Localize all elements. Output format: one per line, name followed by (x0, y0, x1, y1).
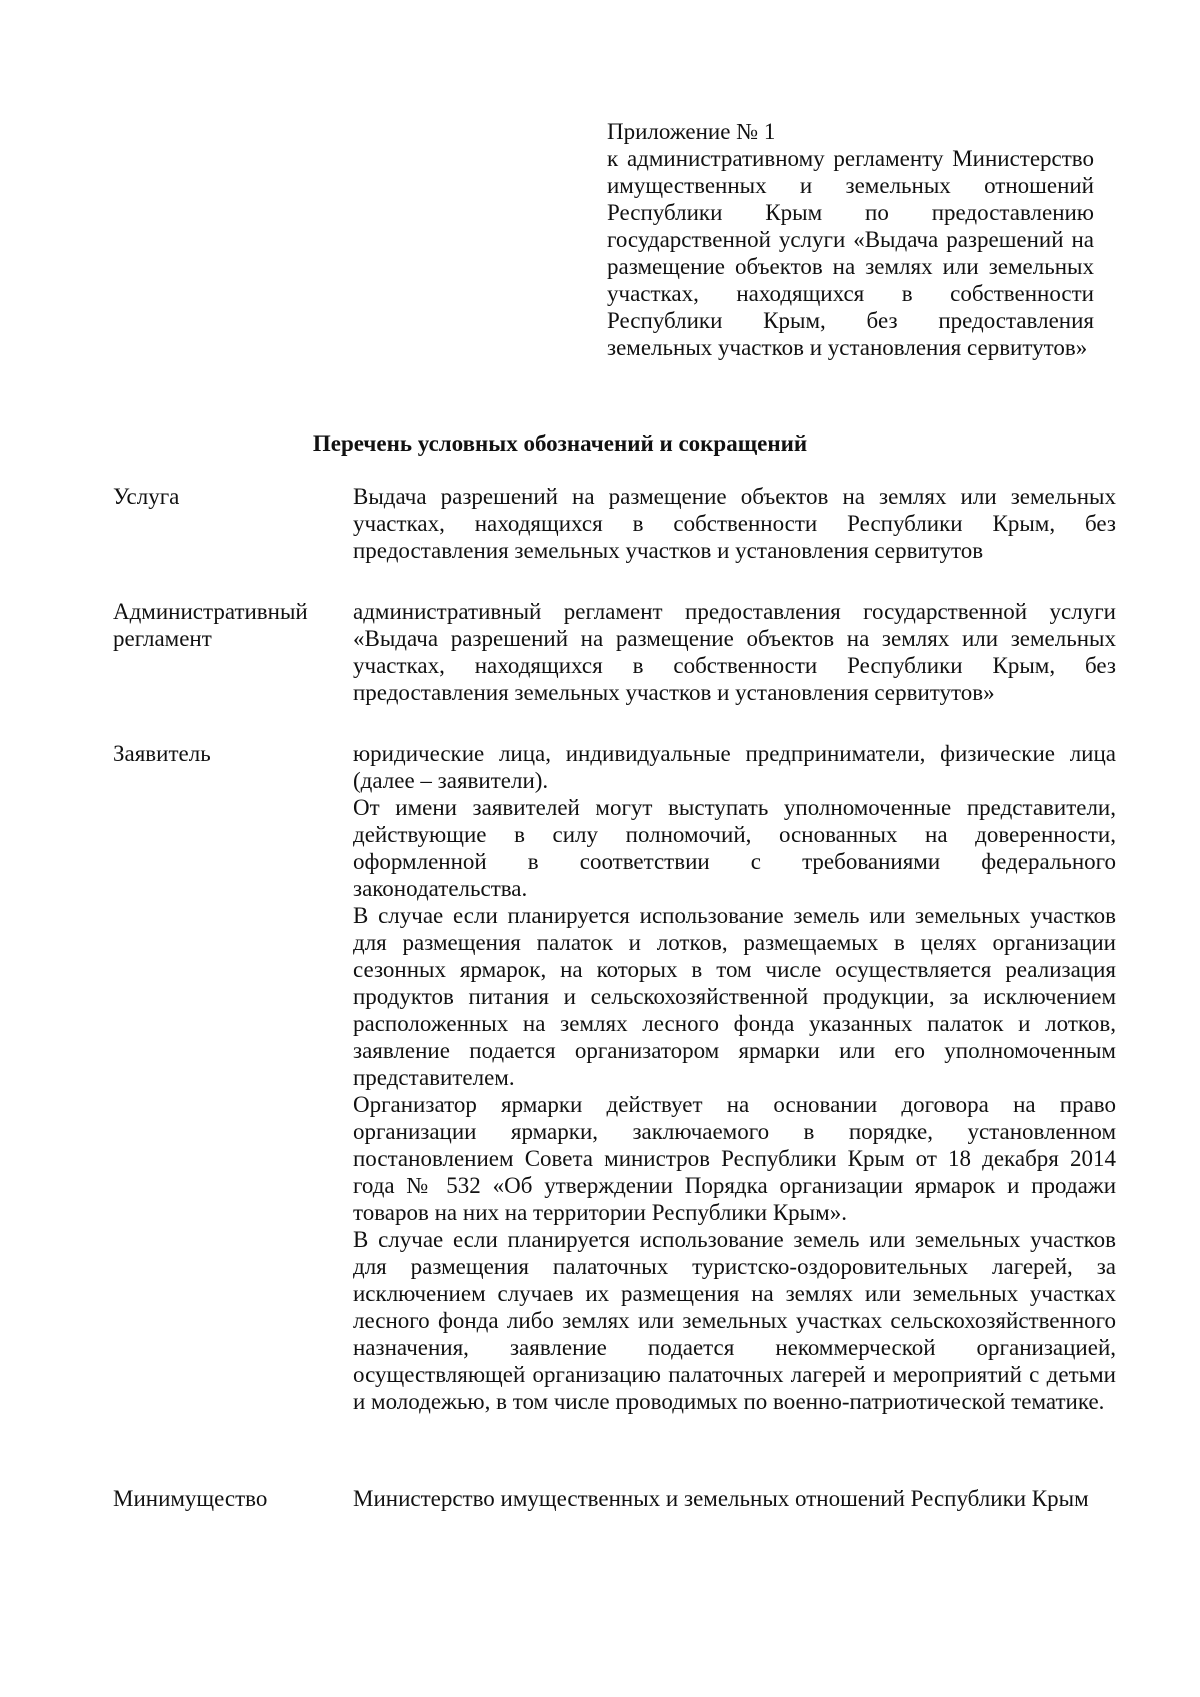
appendix-reference-text: к административному регламенту Министерство имущественных и земельных отношений Республики Крым по предоставлению государственной услуги «Выдача разрешений на размещение объектов на землях или земельных участках, находящихся в собственности Республики Крым, без предоставления земельных участков и установления сервитутов» (607, 146, 1094, 360)
term-label: Заявитель (113, 741, 211, 766)
definition-paragraph: Организатор ярмарки действует на основании договора на право организации ярмарки, заключаемого в порядке, установленном постановлением Совета министров Республики Крым от 18 декабря 2014 года № 532 «Об утверждении Порядка организации ярмарок и продажи товаров на них на территории Республики Крым». (353, 1092, 1116, 1225)
definition-paragraph: От имени заявителей могут выступать уполномоченные представители, действующие в силу полномочий, основанных на доверенности, оформленной в соответствии с требованиями федерального законодательства. (353, 795, 1116, 901)
term-definition (353, 483, 1116, 564)
definition-paragraph: В случае если планируется использование земель или земельных участков для размещения палаточных туристско-оздоровительных лагерей, за исключением случаев их размещения на землях или земельных участках лесного фонда либо землях или земельных участках сельскохозяйственного назначения, заявление подается некоммерческой организацией, осуществляющей организацию палаточных лагерей и мероприятий с детьми и молодежью, в том числе проводимых по военно-патриотической тематике. (353, 1227, 1116, 1414)
definition-paragraph: юридические лица, индивидуальные предприниматели, физические лица (далее – заявители). (353, 741, 1116, 793)
term-definition (353, 598, 1116, 706)
term-label: Услуга (113, 484, 180, 509)
term-label: Минимущество (113, 1486, 268, 1511)
term-label: Административный регламент (113, 599, 308, 651)
appendix-number: Приложение № 1 (607, 119, 776, 144)
term-definition (353, 1485, 1116, 1512)
appendix-header-block (607, 118, 1094, 361)
definition-paragraph: административный регламент предоставления государственной услуги «Выдача разрешений на размещение объектов на землях или земельных участках, находящихся в собственности Республики Крым, без предоставления земельных участков и установления сервитутов» (353, 599, 1116, 705)
term-definition (353, 740, 1116, 1415)
definition-paragraph: Министерство имущественных и земельных отношений Республики Крым (353, 1486, 1089, 1511)
definition-paragraph: Выдача разрешений на размещение объектов на землях или земельных участках, находящихся в собственности Республики Крым, без предоставления земельных участков и установления сервитутов (353, 484, 1116, 563)
definition-paragraph: В случае если планируется использование земель или земельных участков для размещения палаток и лотков, размещаемых в целях организации сезонных ярмарок, на которых в том числе осуществляется реализация продуктов питания и сельскохозяйственной продукции, за исключением расположенных на землях лесного фонда указанных палаток и лотков, заявление подается организатором ярмарки или его уполномоченным представителем. (353, 903, 1116, 1090)
section-title: Перечень условных обозначений и сокращений (312, 431, 808, 456)
